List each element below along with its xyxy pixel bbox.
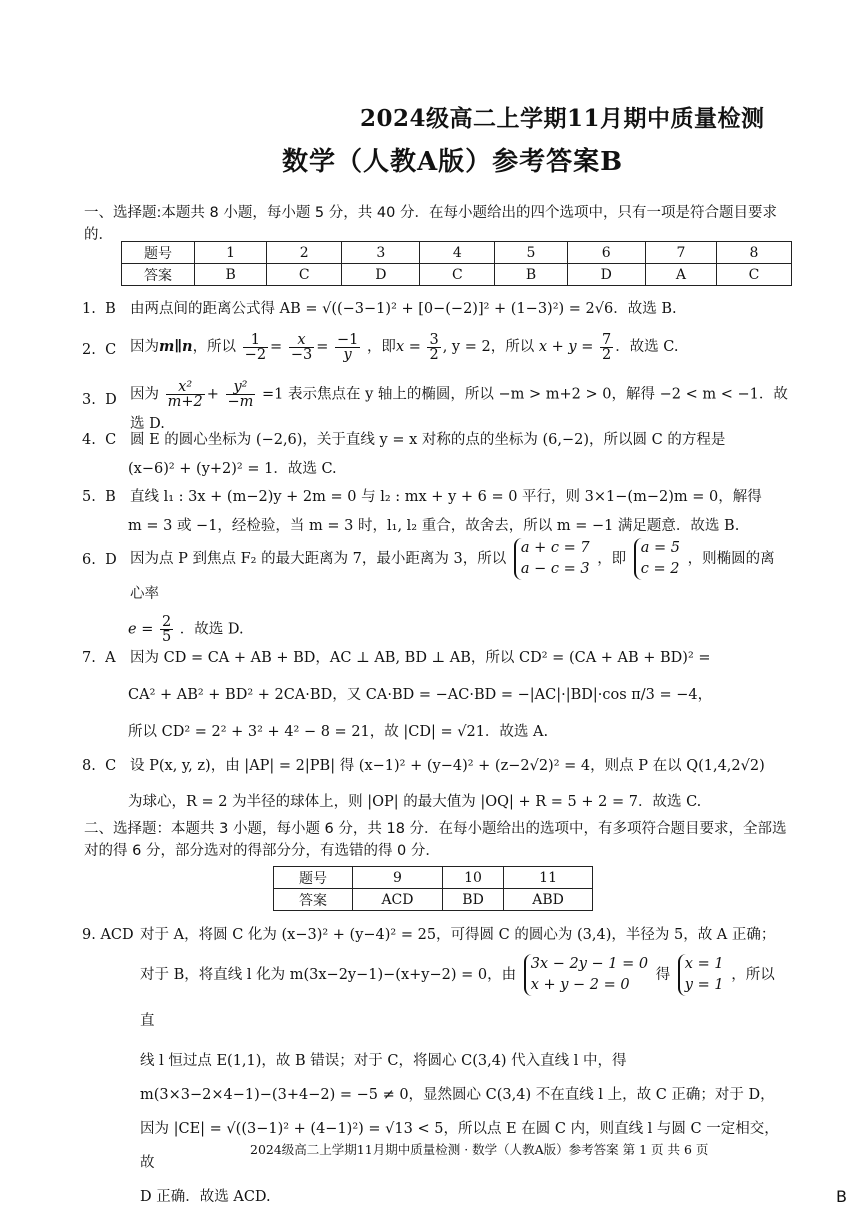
section2-answer-table (273, 866, 593, 911)
solution-text: ，所以 (192, 339, 237, 355)
table-cell: B (195, 264, 267, 286)
solution-text: ．故选 D. (179, 621, 244, 638)
math-expr: x + y = (538, 339, 594, 355)
section1-answer-table (121, 241, 792, 286)
solution-text: 所以 CD² = 2² + 3² + 4² − 8 = 21，故 |CD| = √21．故选 A. (128, 724, 549, 740)
table-cell: 9 (353, 867, 443, 889)
table-cell: ACD (353, 889, 443, 911)
question-answer: A (105, 650, 116, 666)
fraction: $\frac{\text{y²}}{-m}$ (227, 379, 254, 410)
table-cell: 7 (645, 242, 716, 264)
solution-text: 得 (655, 967, 671, 983)
question-number: 3. (82, 392, 96, 408)
table-cell-label: 题号 (122, 242, 195, 264)
question-answer: D (105, 552, 117, 568)
question-number: 7. (82, 650, 96, 666)
fraction: $\frac{2}{5}$ (161, 614, 172, 645)
solution-text: =1 表示焦点在 y 轴上的椭圆，所以 −m > m+2 > 0，解得 −2 < m < −1．故选 D. (130, 386, 788, 432)
math-expr: x = (395, 339, 421, 355)
table-cell: 6 (567, 242, 645, 264)
section1-heading: 一、选择题:本题共 8 小题，每小题 5 分，共 40 分．在每小题给出的四个选项中，只有一项是符合题目要求的． (84, 205, 777, 243)
fraction: $\frac{-1}{y}$ (336, 331, 359, 363)
question-answer: B (105, 489, 116, 505)
question-number: 6. (82, 552, 96, 568)
question-number: 4. (82, 432, 96, 448)
fraction: $\frac{7}{2}$ (601, 331, 612, 363)
question-answer: ACD (100, 927, 134, 943)
question-number: 5. (82, 489, 96, 505)
solution-text: ，所以直 (140, 967, 775, 1029)
solution-text: 对于 A，将圆 C 化为 (x−3)² + (y−4)² = 25，可得圆 C 的圆心为 (3,4)，半径为 5，故 A 正确； (140, 927, 776, 943)
solution-text: ．故选 C. (615, 339, 679, 355)
question-number: 2. (82, 342, 96, 358)
table-cell: C (267, 264, 342, 286)
solution-text: m(3×3−2×4−1)−(3+4−2) = −5 ≠ 0，显然圆心 C(3,4) 不在直线 l 上，故 C 正确；对于 D， (140, 1087, 775, 1103)
question-number: 9. (82, 927, 96, 943)
table-cell: D (342, 264, 420, 286)
table-cell: ABD (504, 889, 593, 911)
question-answer: D (105, 392, 117, 408)
solution-text: ，则椭圆的离心率 (130, 551, 775, 602)
question-4 (82, 426, 788, 484)
solution-text: 因为点 P 到焦点 F₂ 的最大距离为 7，最小距离为 3，所以 (130, 551, 507, 567)
table-cell: 1 (195, 242, 267, 264)
table-row-numbers (274, 867, 593, 889)
table-row-answers (122, 264, 792, 286)
question-1 (82, 295, 788, 324)
fraction: $\frac{1}{-2}$ (244, 331, 267, 363)
table-cell: 8 (716, 242, 791, 264)
fraction: $\frac{3}{2}$ (429, 331, 439, 363)
table-cell-label: 答案 (122, 264, 195, 286)
table-cell: C (420, 264, 495, 286)
solution-text: , y = 2，所以 (442, 339, 535, 355)
page-footer: 2024级高二上学期11月期中质量检测 · 数学（人教A版）参考答案 第 1 页 共 6 页 (250, 1142, 709, 1157)
table-cell-label: 答案 (274, 889, 353, 911)
solution-text: ，即 (597, 551, 627, 567)
solution-text: m = 3 或 −1，经检验，当 m = 3 时，l₁, l₂ 重合，故舍去，所以 m = −1 满足题意．故选 B. (128, 518, 740, 534)
corner-mark: B (836, 1187, 847, 1206)
page-title-line1: 2024级高二上学期11月期中质量检测 (360, 105, 765, 132)
question-2: 2. C 因为m∥n，所以 $\frac{1}{-2}$ = $\frac{x}{-3}$ = $\frac{-1}{y}$ ，即x = $\frac{3}{2}$ , y = 2，所以 x + y = $\frac{7}{2}$ ．故选 C. (82, 331, 679, 363)
table-row-numbers (122, 242, 792, 264)
equation-system: a + c = 7 a − c = 3 (514, 538, 590, 580)
table-cell: 3 (342, 242, 420, 264)
solution-text: 直线 l₁ : 3x + (m−2)y + 2m = 0 与 l₂ : mx + y + 6 = 0 平行，则 3×1−(m−2)m = 0，解得 (130, 489, 762, 505)
table-cell: C (716, 264, 791, 286)
question-answer: C (105, 432, 117, 448)
question-5 (82, 483, 788, 541)
solution-text: 因为 CD = CA + AB + BD，AC ⊥ AB, BD ⊥ AB，所以 CD² = (CA + AB + BD)² = (130, 650, 711, 666)
equation-system: 3x − 2y − 1 = 0 x + y − 2 = 0 (524, 954, 648, 996)
question-7 (82, 640, 788, 751)
solution-text: 线 l 恒过点 E(1,1)，故 B 错误；对于 C，将圆心 C(3,4) 代入直线 l 中，得 (140, 1053, 627, 1069)
solution-text: 由两点间的距离公式得 AB = √((−3−1)² + [0−(−2)]² + (1−3)²) = 2√6．故选 B. (130, 301, 677, 317)
question-answer: C (105, 758, 117, 774)
table-cell: 11 (504, 867, 593, 889)
table-cell: BD (442, 889, 503, 911)
solution-text: 因为 (130, 386, 159, 403)
math-expr: m∥n (159, 338, 193, 355)
solution-text: 为球心，R = 2 为半径的球体上，则 |OP| 的最大值为 |OQ| + R = 5 + 2 = 7．故选 C. (128, 794, 702, 810)
question-answer: C (105, 342, 117, 358)
table-row-answers (274, 889, 593, 911)
solution-text: 圆 E 的圆心坐标为 (−2,6)，关于直线 y = x 对称的点的坐标为 (6,−2)，所以圆 C 的方程是 (130, 432, 726, 448)
question-9 (82, 918, 788, 1214)
solution-text: D 正确．故选 ACD. (140, 1189, 271, 1205)
table-cell: 4 (420, 242, 495, 264)
equation-system: x = 1 y = 1 (678, 954, 724, 996)
table-cell-label: 题号 (274, 867, 353, 889)
table-cell: 5 (495, 242, 567, 264)
question-3: 3. D 因为 $\frac{\text{x²}}{m+2}$ + $\frac{\text{y²}}{-m}$ =1 表示焦点在 y 轴上的椭圆，所以 −m > m+2 > 0，解得 −2 < m < −1．故选 D. (82, 379, 788, 432)
solution-text: 因为 |CE| = √((3−1)² + (4−1)²) = √13 < 5，所以点 E 在圆 C 内，则直线 l 与圆 C 一定相交，故 (140, 1121, 779, 1171)
fraction: $\frac{x}{-3}$ (290, 331, 313, 363)
solution-text: 因为 (130, 339, 159, 355)
table-cell: 2 (267, 242, 342, 264)
question-6 (82, 538, 788, 645)
equation-system: a = 5 c = 2 (634, 538, 680, 580)
solution-text: 设 P(x, y, z)，由 |AP| = 2|PB| 得 (x−1)² + (y−4)² + (z−2√2)² = 4，则点 P 在以 Q(1,4,2√2) (130, 758, 765, 774)
question-number: 1. (82, 301, 96, 317)
math-expr: e = (128, 621, 154, 638)
page-title-line2: 数学（人教A版）参考答案B (282, 147, 624, 177)
table-cell: D (567, 264, 645, 286)
question-number: 8. (82, 758, 96, 774)
section2-heading: 二、选择题：本题共 3 小题，每小题 6 分，共 18 分．在每小题给出的选项中，有多项符合题目要求，全部选对的得 6 分，部分选对的得部分分，有选错的得 0 分． (84, 821, 787, 859)
question-8 (82, 748, 788, 820)
solution-text: (x−6)² + (y+2)² = 1．故选 C. (128, 461, 337, 477)
table-cell: A (645, 264, 716, 286)
solution-text: CA² + AB² + BD² + 2CA·BD，又 CA·BD = −AC·BD = −|AC|·|BD|·cos π/3 = −4， (128, 687, 713, 703)
table-cell: 10 (442, 867, 503, 889)
solution-text: ，即 (366, 339, 396, 355)
table-cell: B (495, 264, 567, 286)
solution-text: 对于 B，将直线 l 化为 m(3x−2y−1)−(x+y−2) = 0，由 (140, 967, 517, 983)
fraction: $\frac{\text{x²}}{m+2}$ (167, 379, 203, 410)
question-answer: B (105, 301, 116, 317)
